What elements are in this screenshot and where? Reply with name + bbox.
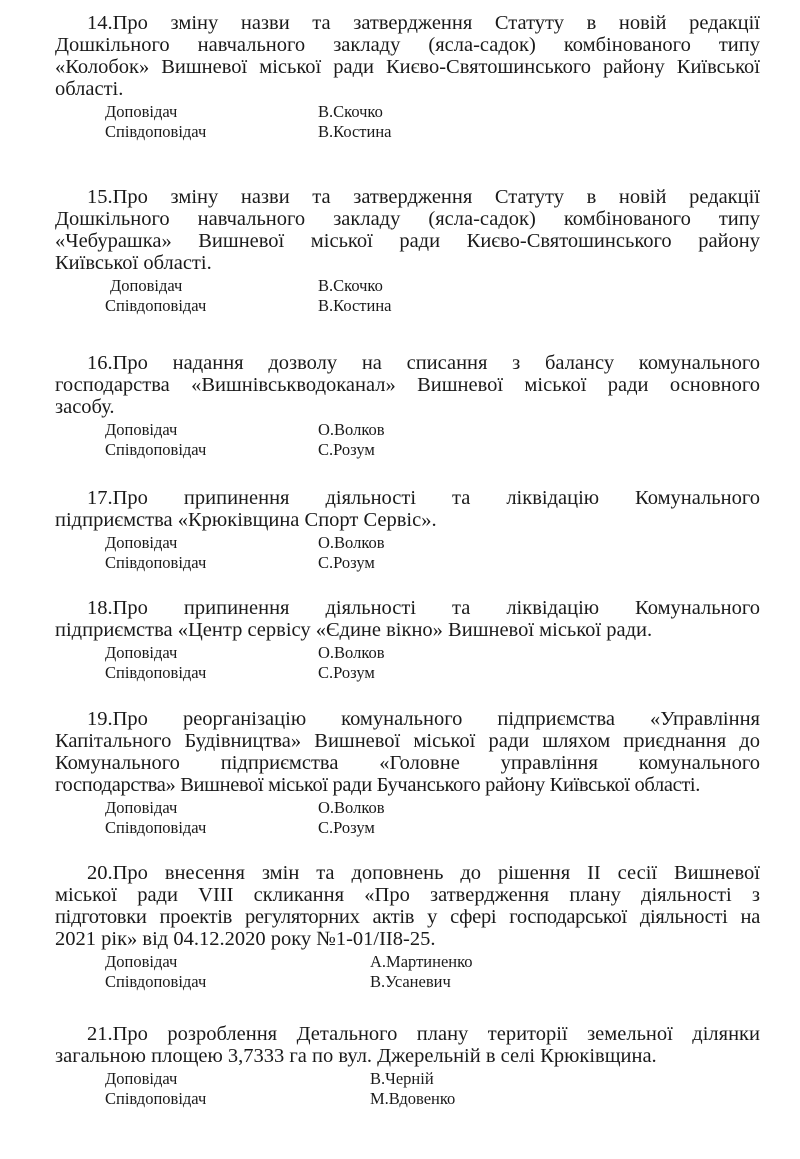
cospeaker-row (55, 818, 760, 838)
speaker-name: О.Волков (318, 533, 385, 552)
speaker-name: В.Скочко (318, 102, 383, 121)
cospeaker-name: М.Вдовенко (370, 1088, 456, 1108)
item-text (55, 186, 760, 274)
item-line: господарства» Вишневої міської ради Бучанського району Київської області. (55, 774, 701, 796)
cospeaker-row (55, 296, 760, 316)
item-line: 20.Про внесення змін та доповнень до рішення ІІ сесії Вишневої (87, 862, 760, 884)
cospeaker-row (55, 553, 760, 573)
item-text (55, 597, 760, 641)
speaker-label: Доповідач (105, 1069, 178, 1088)
item-line: Капітального Будівництва» Вишневої міської ради шляхом приєднання до (55, 730, 760, 752)
item-line: загальною площею 3,7333 га по вул. Джерельній в селі Крюківщина. (55, 1045, 657, 1067)
speaker-row (55, 643, 760, 663)
speaker-label: Доповідач (105, 643, 178, 662)
speaker-label: Доповідач (105, 420, 178, 439)
agenda-item-20 (55, 862, 760, 991)
speaker-label: Доповідач (105, 798, 178, 817)
speaker-name: А.Мартиненко (370, 952, 473, 971)
item-line: 2021 рік» від 04.12.2020 року №1-01/ІІ8-25. (55, 928, 436, 950)
item-line: Київської області. (55, 252, 212, 274)
cospeaker-row (55, 440, 760, 460)
item-line: області. (55, 78, 124, 100)
cospeaker-label: Співдоповідач (105, 552, 207, 572)
speakers (55, 1069, 760, 1108)
agenda-item-18 (55, 597, 760, 682)
speakers (55, 643, 760, 682)
item-line: 18.Про припинення діяльності та ліквідацію Комунального (87, 597, 760, 619)
item-line: підприємства «Крюківщина Спорт Сервіс». (55, 509, 437, 531)
item-text (55, 352, 760, 418)
speaker-row (55, 798, 760, 818)
cospeaker-label: Співдоповідач (105, 121, 207, 141)
speaker-label: Доповідач (105, 102, 178, 121)
item-line: Дошкільного навчального закладу (ясла-садок) комбінованого типу (55, 34, 760, 56)
item-line: 21.Про розроблення Детального плану території земельної ділянки (87, 1023, 760, 1045)
item-line: міської ради VIII скликання «Про затвердження плану діяльності з (55, 884, 760, 906)
speaker-label: Доповідач (105, 952, 178, 971)
cospeaker-name: С.Розум (318, 817, 375, 837)
speaker-name: О.Волков (318, 798, 385, 817)
speaker-row (55, 102, 760, 122)
speaker-row (55, 276, 760, 296)
agenda-item-21 (55, 1023, 760, 1108)
cospeaker-label: Співдоповідач (105, 1088, 207, 1108)
item-text (55, 12, 760, 100)
item-line: 17.Про припинення діяльності та ліквідацію Комунального (87, 487, 760, 509)
item-line: 14.Про зміну назви та затвердження Статуту в новій редакції (87, 12, 760, 34)
speakers (55, 798, 760, 837)
speaker-label: Доповідач (110, 276, 183, 295)
speaker-name: В.Черній (370, 1069, 434, 1088)
item-line: підготовки проектів регуляторних актів у сфері господарської діяльності на (55, 906, 760, 928)
cospeaker-label: Співдоповідач (105, 295, 207, 315)
cospeaker-name: В.Костина (318, 295, 392, 315)
item-line: 15.Про зміну назви та затвердження Статуту в новій редакції (87, 186, 760, 208)
cospeaker-name: В.Костина (318, 121, 392, 141)
speakers (55, 276, 760, 315)
item-line: Дошкільного навчального закладу (ясла-садок) комбінованого типу (55, 208, 760, 230)
agenda-item-19 (55, 708, 760, 837)
agenda-item-14 (55, 12, 760, 141)
item-line: «Чебурашка» Вишневої міської ради Києво-Святошинського району (55, 230, 760, 252)
speaker-row (55, 420, 760, 440)
agenda-item-15 (55, 186, 760, 315)
item-text (55, 708, 760, 796)
cospeaker-label: Співдоповідач (105, 662, 207, 682)
item-text (55, 862, 760, 950)
cospeaker-row (55, 972, 760, 992)
item-line: підприємства «Центр сервісу «Єдине вікно» Вишневої міської ради. (55, 619, 653, 641)
item-line: Комунального підприємства «Головне управління комунального (55, 752, 760, 774)
speaker-name: О.Волков (318, 420, 385, 439)
item-text (55, 1023, 760, 1067)
item-line: господарства «Вишнівськводоканал» Вишневої міської ради основного (55, 374, 760, 396)
cospeaker-row (55, 122, 760, 142)
cospeaker-name: С.Розум (318, 552, 375, 572)
item-line: 16.Про надання дозволу на списання з балансу комунального (87, 352, 760, 374)
item-line: 19.Про реорганізацію комунального підприємства «Управління (87, 708, 760, 730)
item-line: засобу. (55, 396, 115, 418)
agenda-item-17 (55, 487, 760, 572)
speakers (55, 102, 760, 141)
cospeaker-row (55, 1089, 760, 1109)
speaker-row (55, 1069, 760, 1089)
cospeaker-label: Співдоповідач (105, 817, 207, 837)
cospeaker-name: В.Усаневич (370, 971, 451, 991)
speaker-name: О.Волков (318, 643, 385, 662)
cospeaker-name: С.Розум (318, 662, 375, 682)
item-line: «Колобок» Вишневої міської ради Києво-Святошинського району Київської (55, 56, 760, 78)
agenda-item-16 (55, 352, 760, 459)
speaker-row (55, 952, 760, 972)
speakers (55, 420, 760, 459)
cospeaker-row (55, 663, 760, 683)
speaker-name: В.Скочко (318, 276, 383, 295)
speaker-label: Доповідач (105, 533, 178, 552)
cospeaker-name: С.Розум (318, 439, 375, 459)
speakers (55, 533, 760, 572)
speaker-row (55, 533, 760, 553)
speakers (55, 952, 760, 991)
cospeaker-label: Співдоповідач (105, 439, 207, 459)
cospeaker-label: Співдоповідач (105, 971, 207, 991)
item-text (55, 487, 760, 531)
